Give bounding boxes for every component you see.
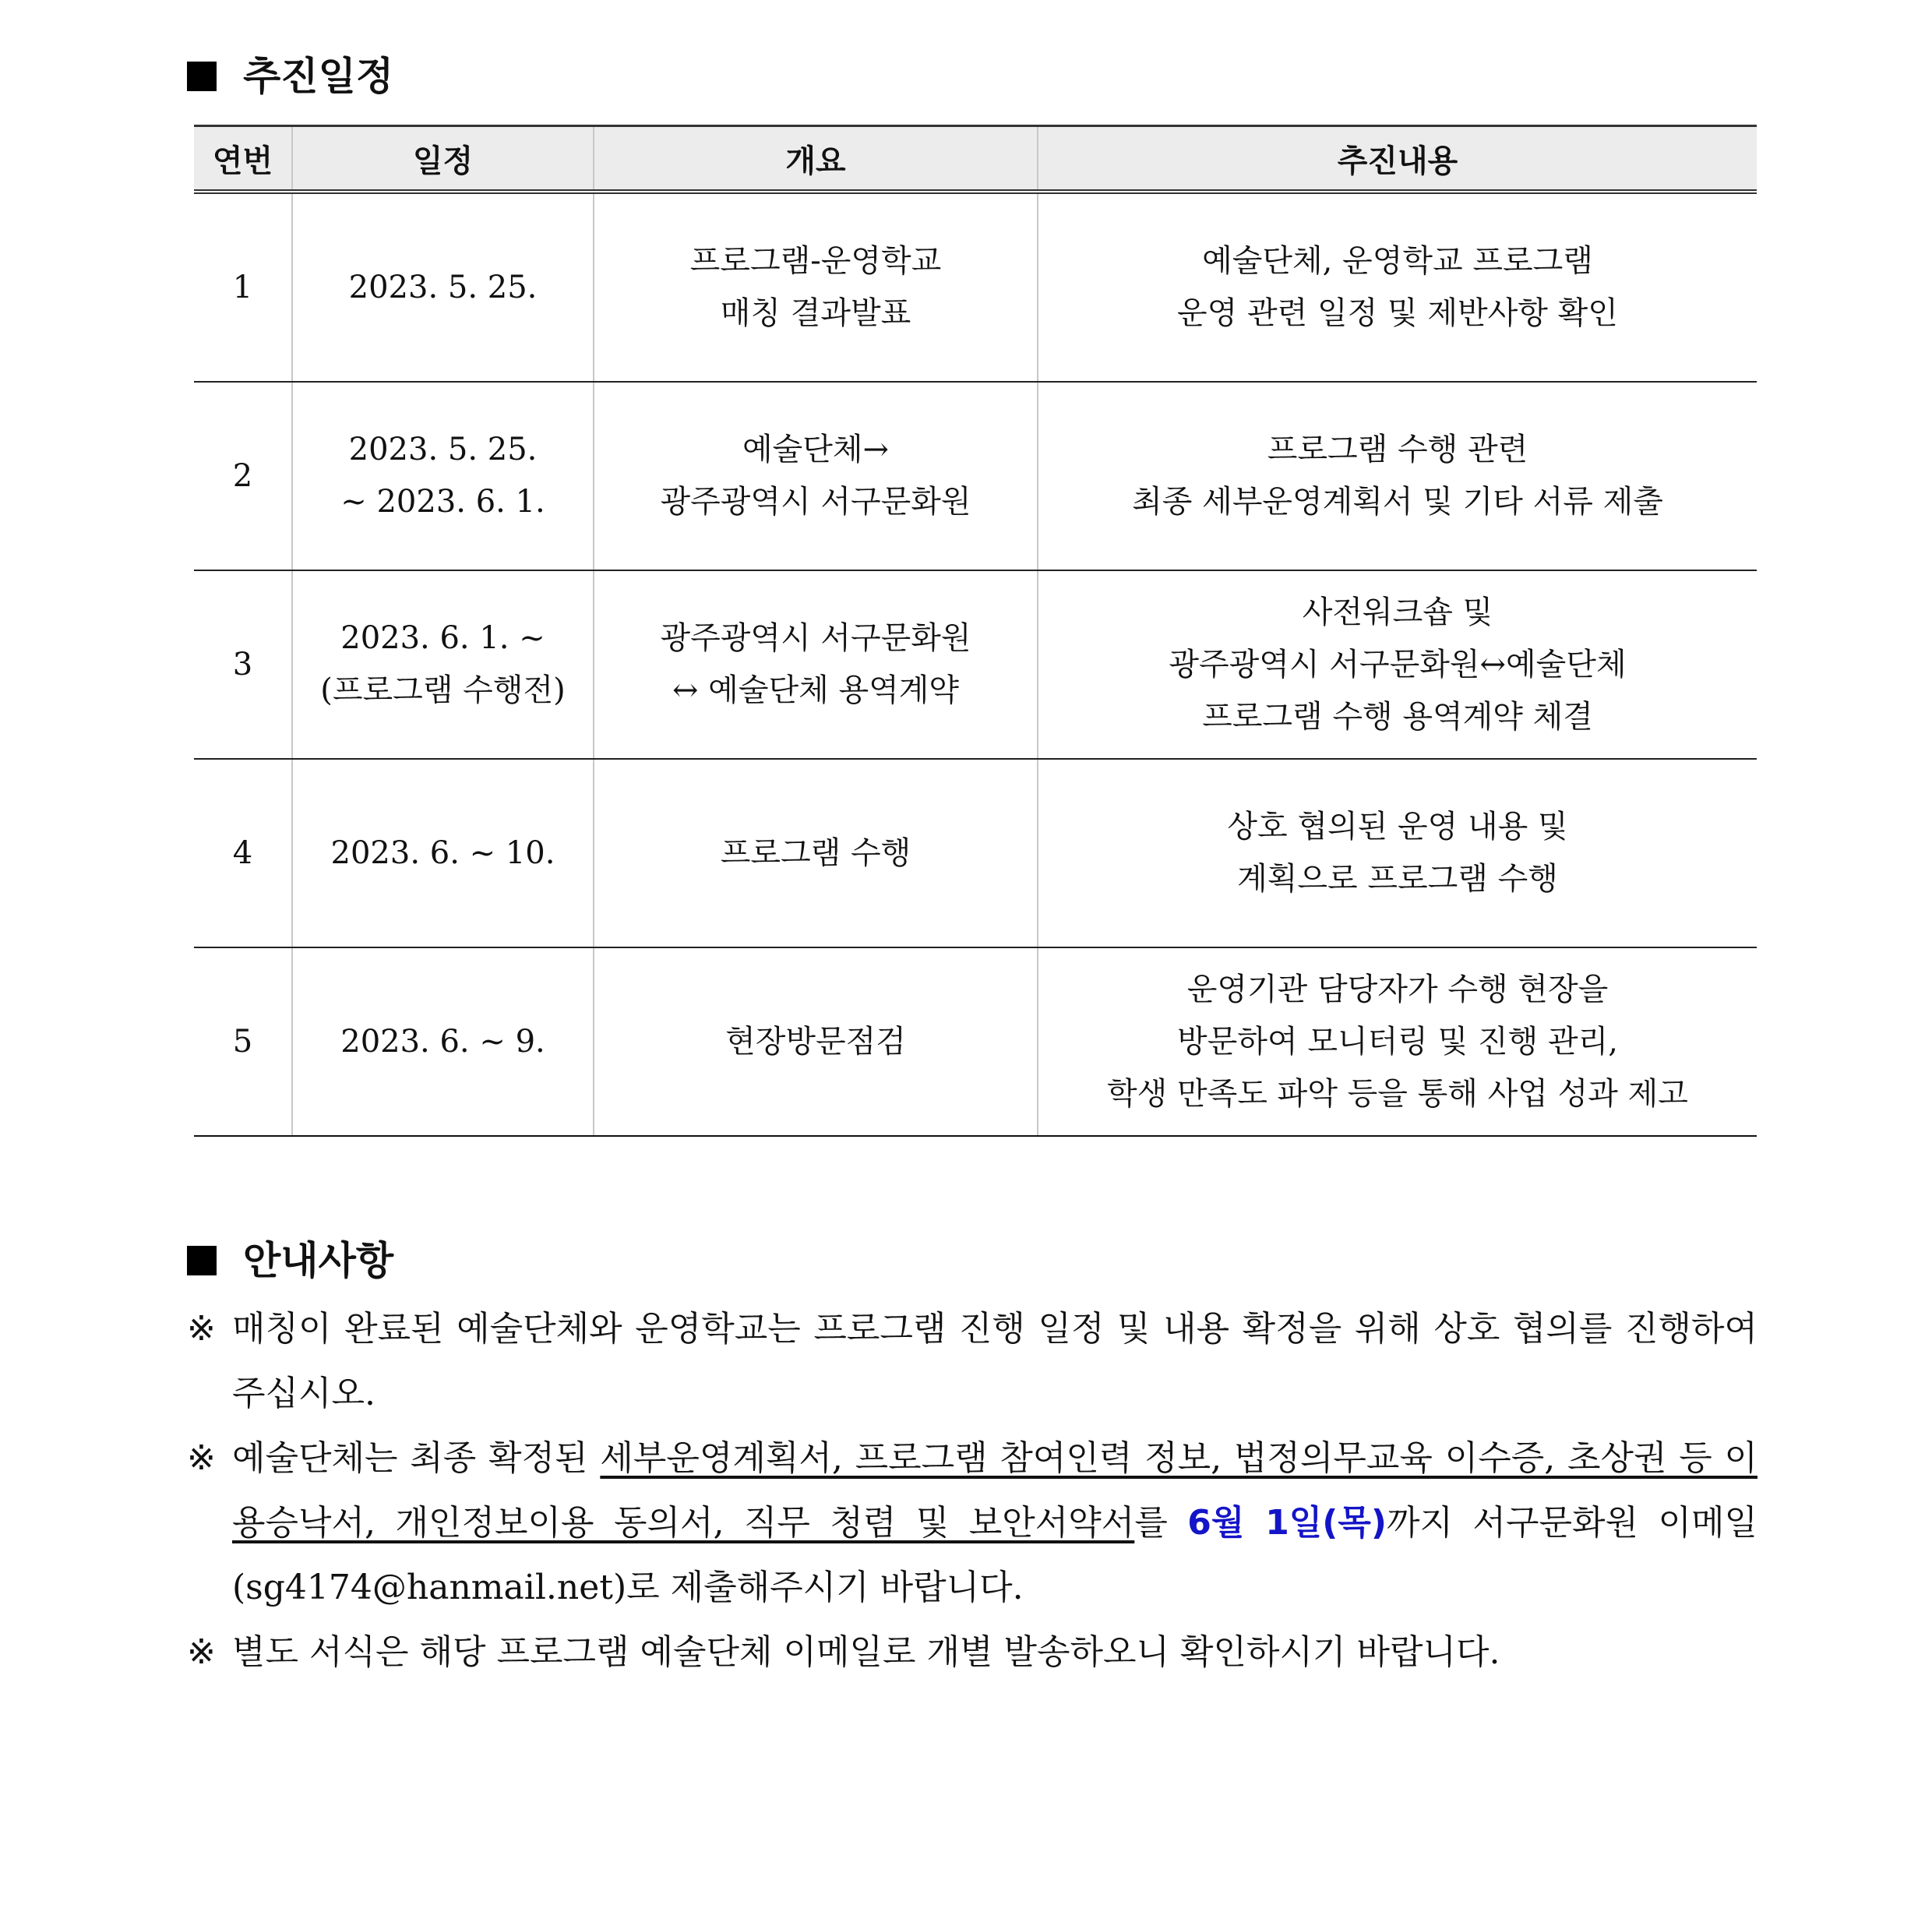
cell-date: 2023. 6. ~ 10. [292, 759, 594, 947]
table-row [194, 947, 1757, 1136]
cell-detail: 프로그램 수행 관련 최종 세부운영계획서 및 기타 서류 제출 [1038, 382, 1757, 570]
cell-detail: 사전워크숍 및 광주광역시 서구문화원↔예술단체 프로그램 수행 용역계약 체결 [1038, 570, 1757, 759]
cell-summary: 광주광역시 서구문화원 ↔ 예술단체 용역계약 [594, 570, 1038, 759]
cell-detail: 예술단체, 운영학교 프로그램 운영 관련 일정 및 제반사항 확인 [1038, 192, 1757, 382]
header-detail: 추진내용 [1038, 126, 1757, 192]
square-bullet-icon [187, 1246, 217, 1275]
reference-mark-icon: ※ [187, 1438, 216, 1478]
cell-detail: 운영기관 담당자가 수행 현장을 방문하여 모니터링 및 진행 관리, 학생 만족도 파악 등을 통해 사업 성과 제고 [1038, 947, 1757, 1136]
notice-text-prefix: 예술단체는 최종 확정된 [232, 1438, 601, 1478]
schedule-heading-text: 추진일정 [243, 54, 394, 99]
cell-date: 2023. 5. 25. [292, 192, 594, 382]
notice-list [187, 1296, 1757, 1684]
header-no: 연번 [194, 126, 292, 192]
cell-date: 2023. 6. 1. ~ (프로그램 수행전) [292, 570, 594, 759]
table-row [194, 192, 1757, 382]
table-row [194, 382, 1757, 570]
cell-date: 2023. 5. 25. ~ 2023. 6. 1. [292, 382, 594, 570]
reference-mark-icon: ※ [187, 1632, 216, 1672]
table-row [194, 759, 1757, 947]
cell-no: 4 [194, 759, 292, 947]
table-row [194, 570, 1757, 759]
deadline-date: 6월 1일(목) [1187, 1503, 1387, 1543]
cell-no: 2 [194, 382, 292, 570]
notice-heading [187, 1237, 393, 1284]
cell-no: 1 [194, 192, 292, 382]
cell-date: 2023. 6. ~ 9. [292, 947, 594, 1136]
notice-text-suffix: 까지 서구문화원 이메일(sg4174@hanmail.net)로 제출해주시기 바랍니다. [232, 1503, 1758, 1607]
header-summary: 개요 [594, 126, 1038, 192]
square-bullet-icon [187, 62, 217, 91]
cell-summary: 현장방문점검 [594, 947, 1038, 1136]
schedule-heading [187, 53, 393, 100]
cell-summary: 프로그램-운영학교 매칭 결과발표 [594, 192, 1038, 382]
schedule-table [194, 125, 1757, 1137]
notice-item [187, 1426, 1757, 1620]
notice-text: 매칭이 완료된 예술단체와 운영학교는 프로그램 진행 일정 및 내용 확정을 위해 상호 협의를 진행하여 주십시오. [232, 1309, 1757, 1413]
notice-text [232, 1426, 1757, 1620]
required-documents: 세부운영계획서, 프로그램 참여인력 정보, 법정의무교육 이수증, 초상권 등 이용승낙서, 개인정보이용 동의서, 직무 청렴 및 보안서약서 [232, 1438, 1757, 1543]
notice-item [187, 1620, 1757, 1684]
cell-summary: 프로그램 수행 [594, 759, 1038, 947]
reference-mark-icon: ※ [187, 1309, 216, 1349]
header-date: 일정 [292, 126, 594, 192]
notice-item [187, 1296, 1757, 1426]
table-header-row [194, 126, 1757, 192]
notice-text: 별도 서식은 해당 프로그램 예술단체 이메일로 개별 발송하오니 확인하시기 바랍니다. [232, 1632, 1500, 1672]
notice-heading-text: 안내사항 [243, 1238, 394, 1283]
cell-no: 5 [194, 947, 292, 1136]
cell-summary: 예술단체→ 광주광역시 서구문화원 [594, 382, 1038, 570]
cell-no: 3 [194, 570, 292, 759]
notice-text-mid: 를 [1134, 1503, 1188, 1543]
cell-detail: 상호 협의된 운영 내용 및 계획으로 프로그램 수행 [1038, 759, 1757, 947]
